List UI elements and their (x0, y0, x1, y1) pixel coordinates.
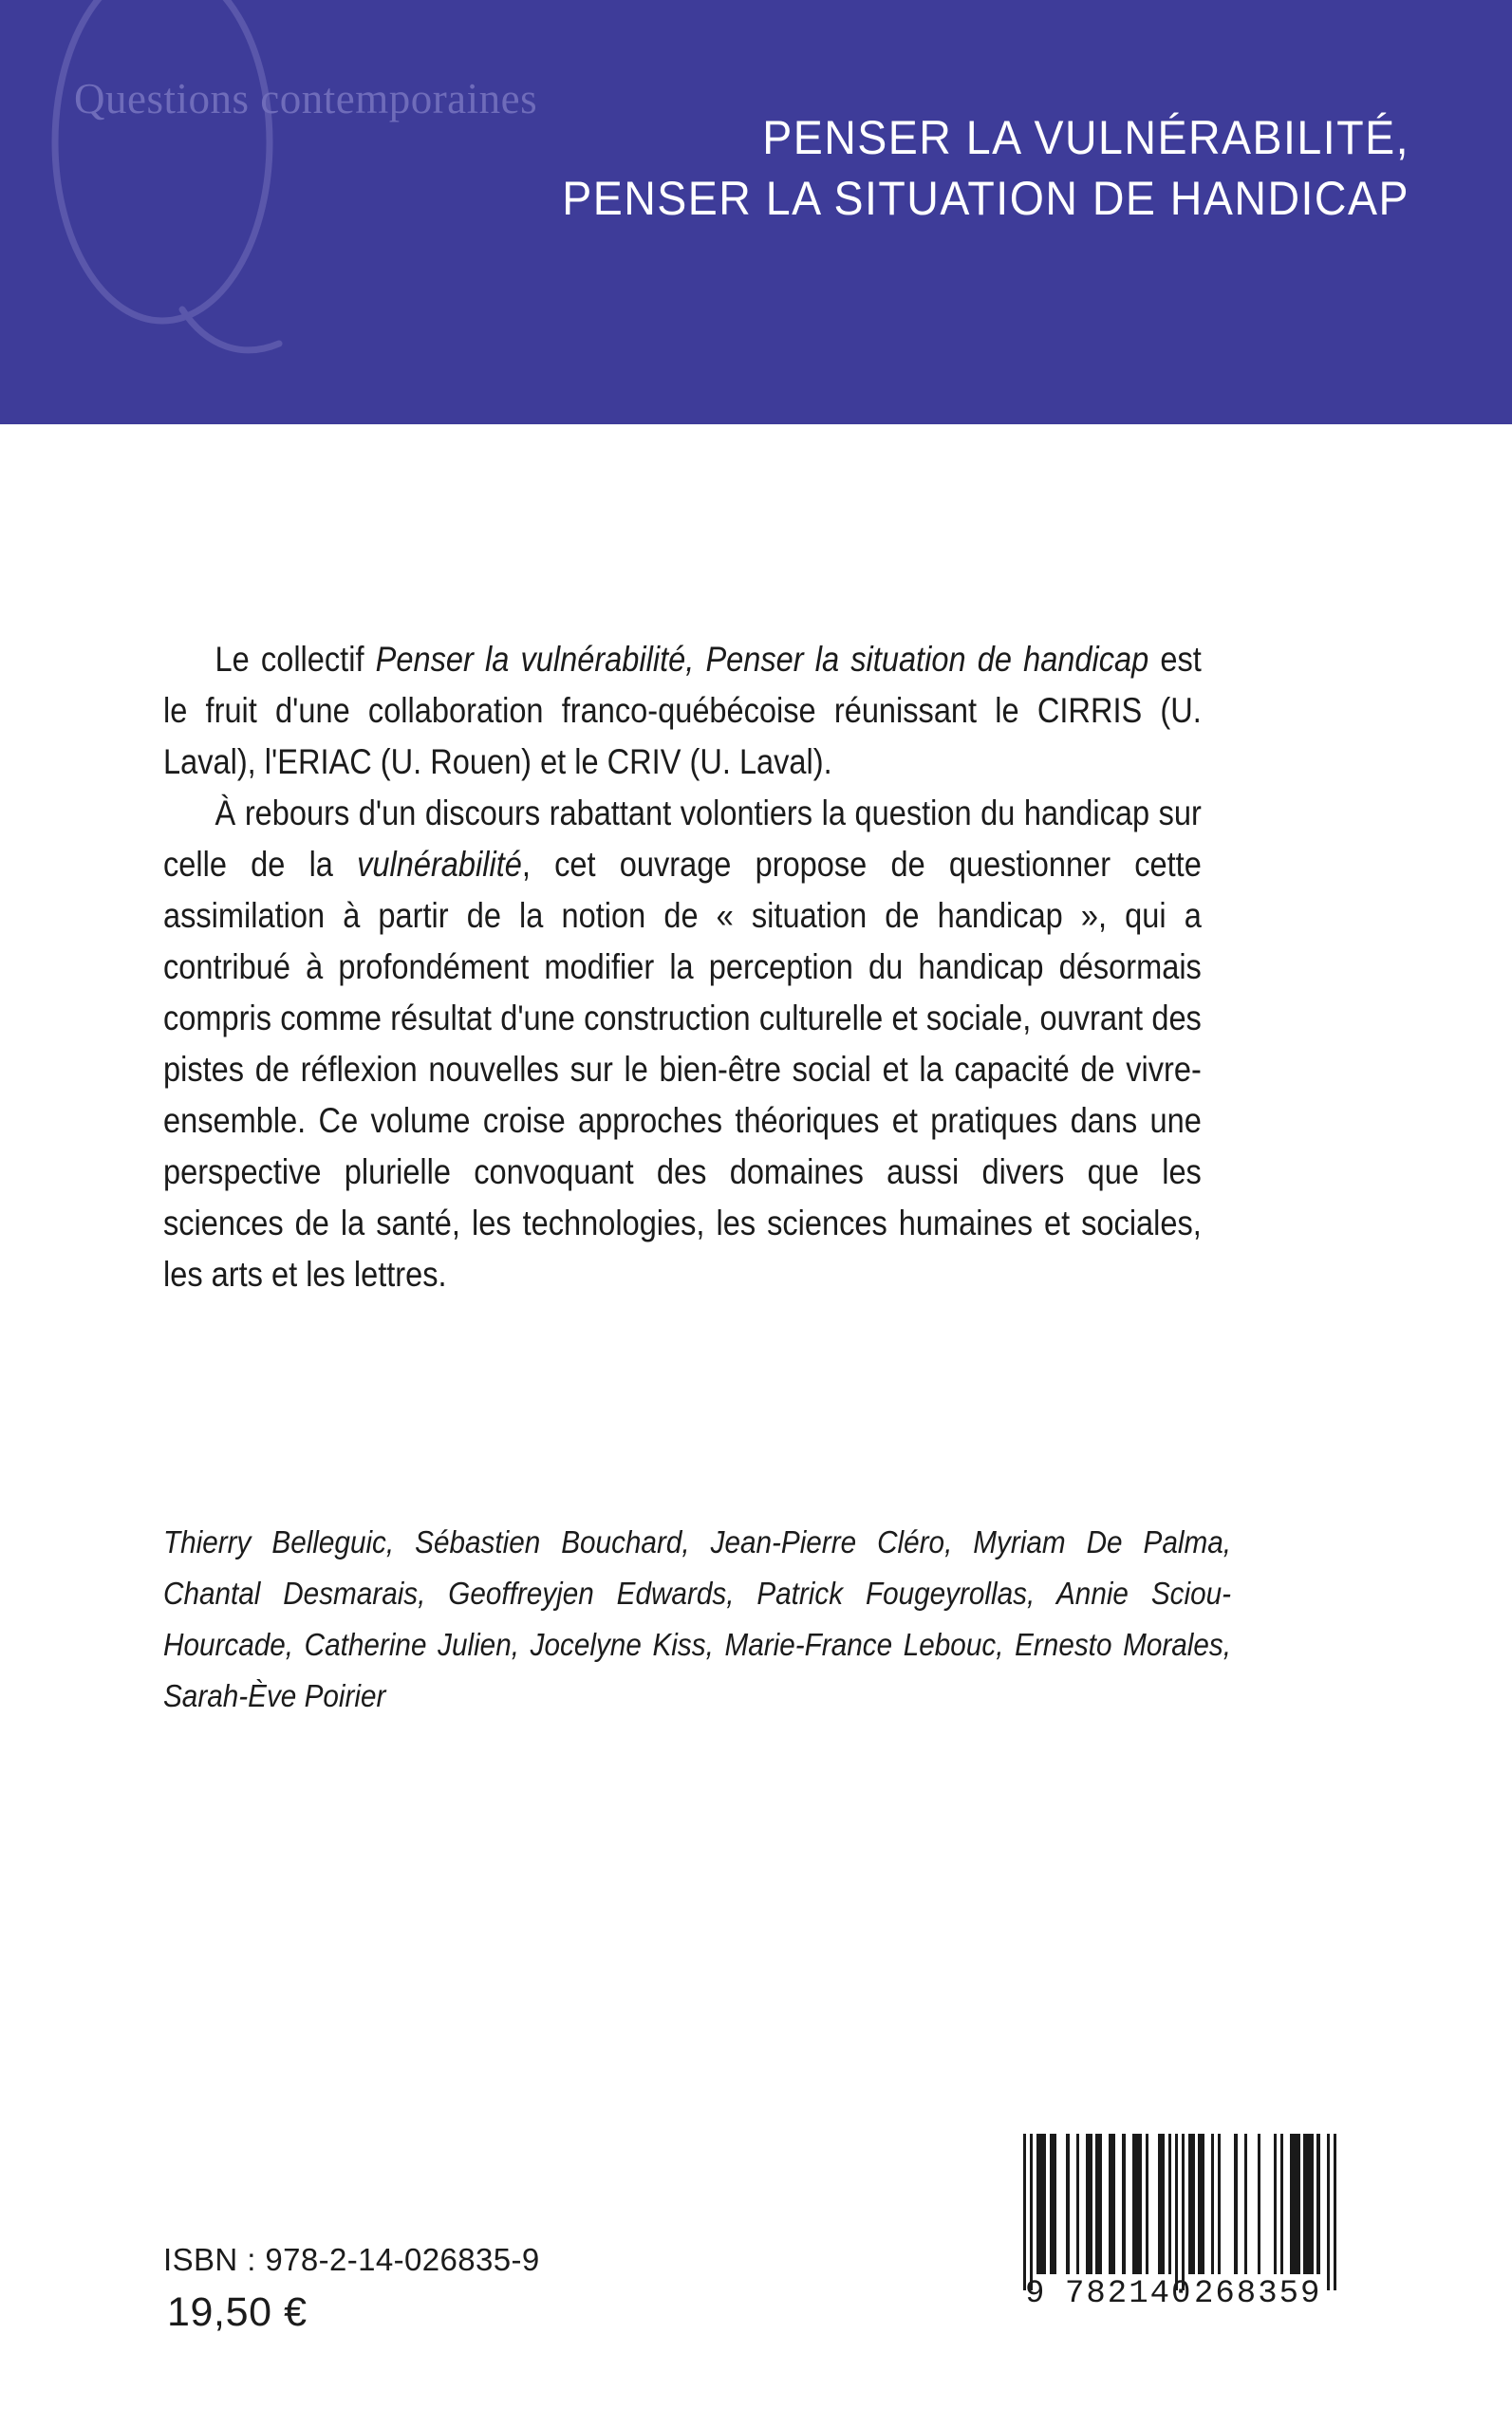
price-label: 19,50 € (167, 2289, 308, 2335)
blurb-p2-keyword-italic: vulnérabilité (357, 845, 522, 884)
barcode-bar (1280, 2134, 1283, 2274)
back-cover-blurb (163, 634, 1202, 1300)
collection-q-logo-icon (40, 0, 285, 355)
barcode-bar (1066, 2134, 1069, 2274)
barcode-bar (1188, 2134, 1195, 2274)
barcode-bar (1050, 2134, 1056, 2274)
blurb-p2-text-b: , cet ouvrage propose de questionner cette assimilation à partir de la notion de « situation de handicap », qui a contribué à profondément modifier la perception du handicap désormais compris comme résultat d'une construction culturelle et sociale, ouvrant des pistes de réflexion nouvelles sur le bien-être social et la capacité de vivre-ensemble. Ce volume croise approches théoriques et pratiques dans une perspective plurielle convoquant des domaines aussi divers que les sciences de la santé, les technologies, les sciences humaines et sociales, les arts et les lettres. (163, 845, 1202, 1294)
barcode-lead-digit: 9 (1025, 2276, 1047, 2312)
blurb-p1-text-a: Le collectif (215, 640, 376, 679)
barcode-bar (1095, 2134, 1102, 2274)
barcode-bar (1218, 2134, 1221, 2274)
barcode-bar (1109, 2134, 1115, 2274)
barcode-bar (1334, 2134, 1336, 2290)
barcode-bar (1023, 2134, 1026, 2290)
blurb-p1-title-italic: Penser la vulnérabilité, Penser la situation de handicap (375, 640, 1149, 679)
barcode-bar (1303, 2134, 1313, 2274)
barcode-digits (1023, 2276, 1336, 2316)
barcode-bar (1132, 2134, 1142, 2274)
barcode-bar (1290, 2134, 1299, 2274)
barcode-bar (1158, 2134, 1165, 2274)
collection-name-separator (250, 75, 261, 122)
barcode-bar (1274, 2134, 1277, 2274)
barcode-bar (1198, 2134, 1204, 2274)
barcode-bar (1327, 2134, 1330, 2290)
blurb-p1-text-b: est le fruit d'une collaboration franco-québécoise réunissant le CIRRIS (U. Laval), l'ERIAC (U. Rouen) et le CRIV (U. Laval). (163, 640, 1202, 781)
ean13-barcode (1023, 2134, 1336, 2343)
collection-name-part-one: Questions (74, 75, 250, 122)
barcode-right-group: 268359 (1194, 2276, 1322, 2312)
blurb-p2-text-a: À rebours d'un discours rabattant volontiers la question du handicap sur celle de la (163, 794, 1202, 884)
barcode-bar (1234, 2134, 1237, 2274)
collection-name-part-two: contemporaines (260, 75, 538, 122)
barcode-bar (1316, 2134, 1319, 2274)
barcode-bar (1036, 2134, 1046, 2274)
barcode-left-group: 782140 (1065, 2276, 1193, 2312)
contributors-list: Thierry Belleguic, Sébastien Bouchard, Jean-Pierre Cléro, Myriam De Palma, Chantal Desmarais, Geoffreyjen Edwards, Patrick Fougeyrollas, Annie Sciou-Hourcade, Catherine Julien, Jocelyne Kiss, Marie-France Lebouc, Ernesto Morales, Sarah-Ève Poirier (163, 1524, 1231, 1713)
blurb-paragraph-2 (163, 788, 1202, 1300)
blurb-paragraph-1 (163, 634, 1202, 788)
barcode-bar (1030, 2134, 1033, 2290)
book-title-line-1: PENSER LA VULNÉRABILITÉ, (762, 111, 1409, 164)
barcode-bars (1023, 2134, 1336, 2290)
barcode-bar (1211, 2134, 1214, 2274)
barcode-bar (1122, 2134, 1125, 2274)
barcode-bar (1076, 2134, 1079, 2274)
book-title (439, 107, 1409, 229)
book-title-line-2: PENSER LA SITUATION DE HANDICAP (562, 172, 1409, 225)
barcode-bar (1258, 2134, 1260, 2274)
barcode-bar (1175, 2134, 1178, 2290)
barcode-bar (1182, 2134, 1185, 2290)
barcode-bar (1146, 2134, 1148, 2274)
barcode-bar (1086, 2134, 1092, 2274)
barcode-bar (1168, 2134, 1171, 2274)
isbn-label: ISBN : 978-2-14-026835-9 (163, 2242, 540, 2277)
barcode-bar (1244, 2134, 1247, 2274)
header-band (0, 0, 1512, 424)
